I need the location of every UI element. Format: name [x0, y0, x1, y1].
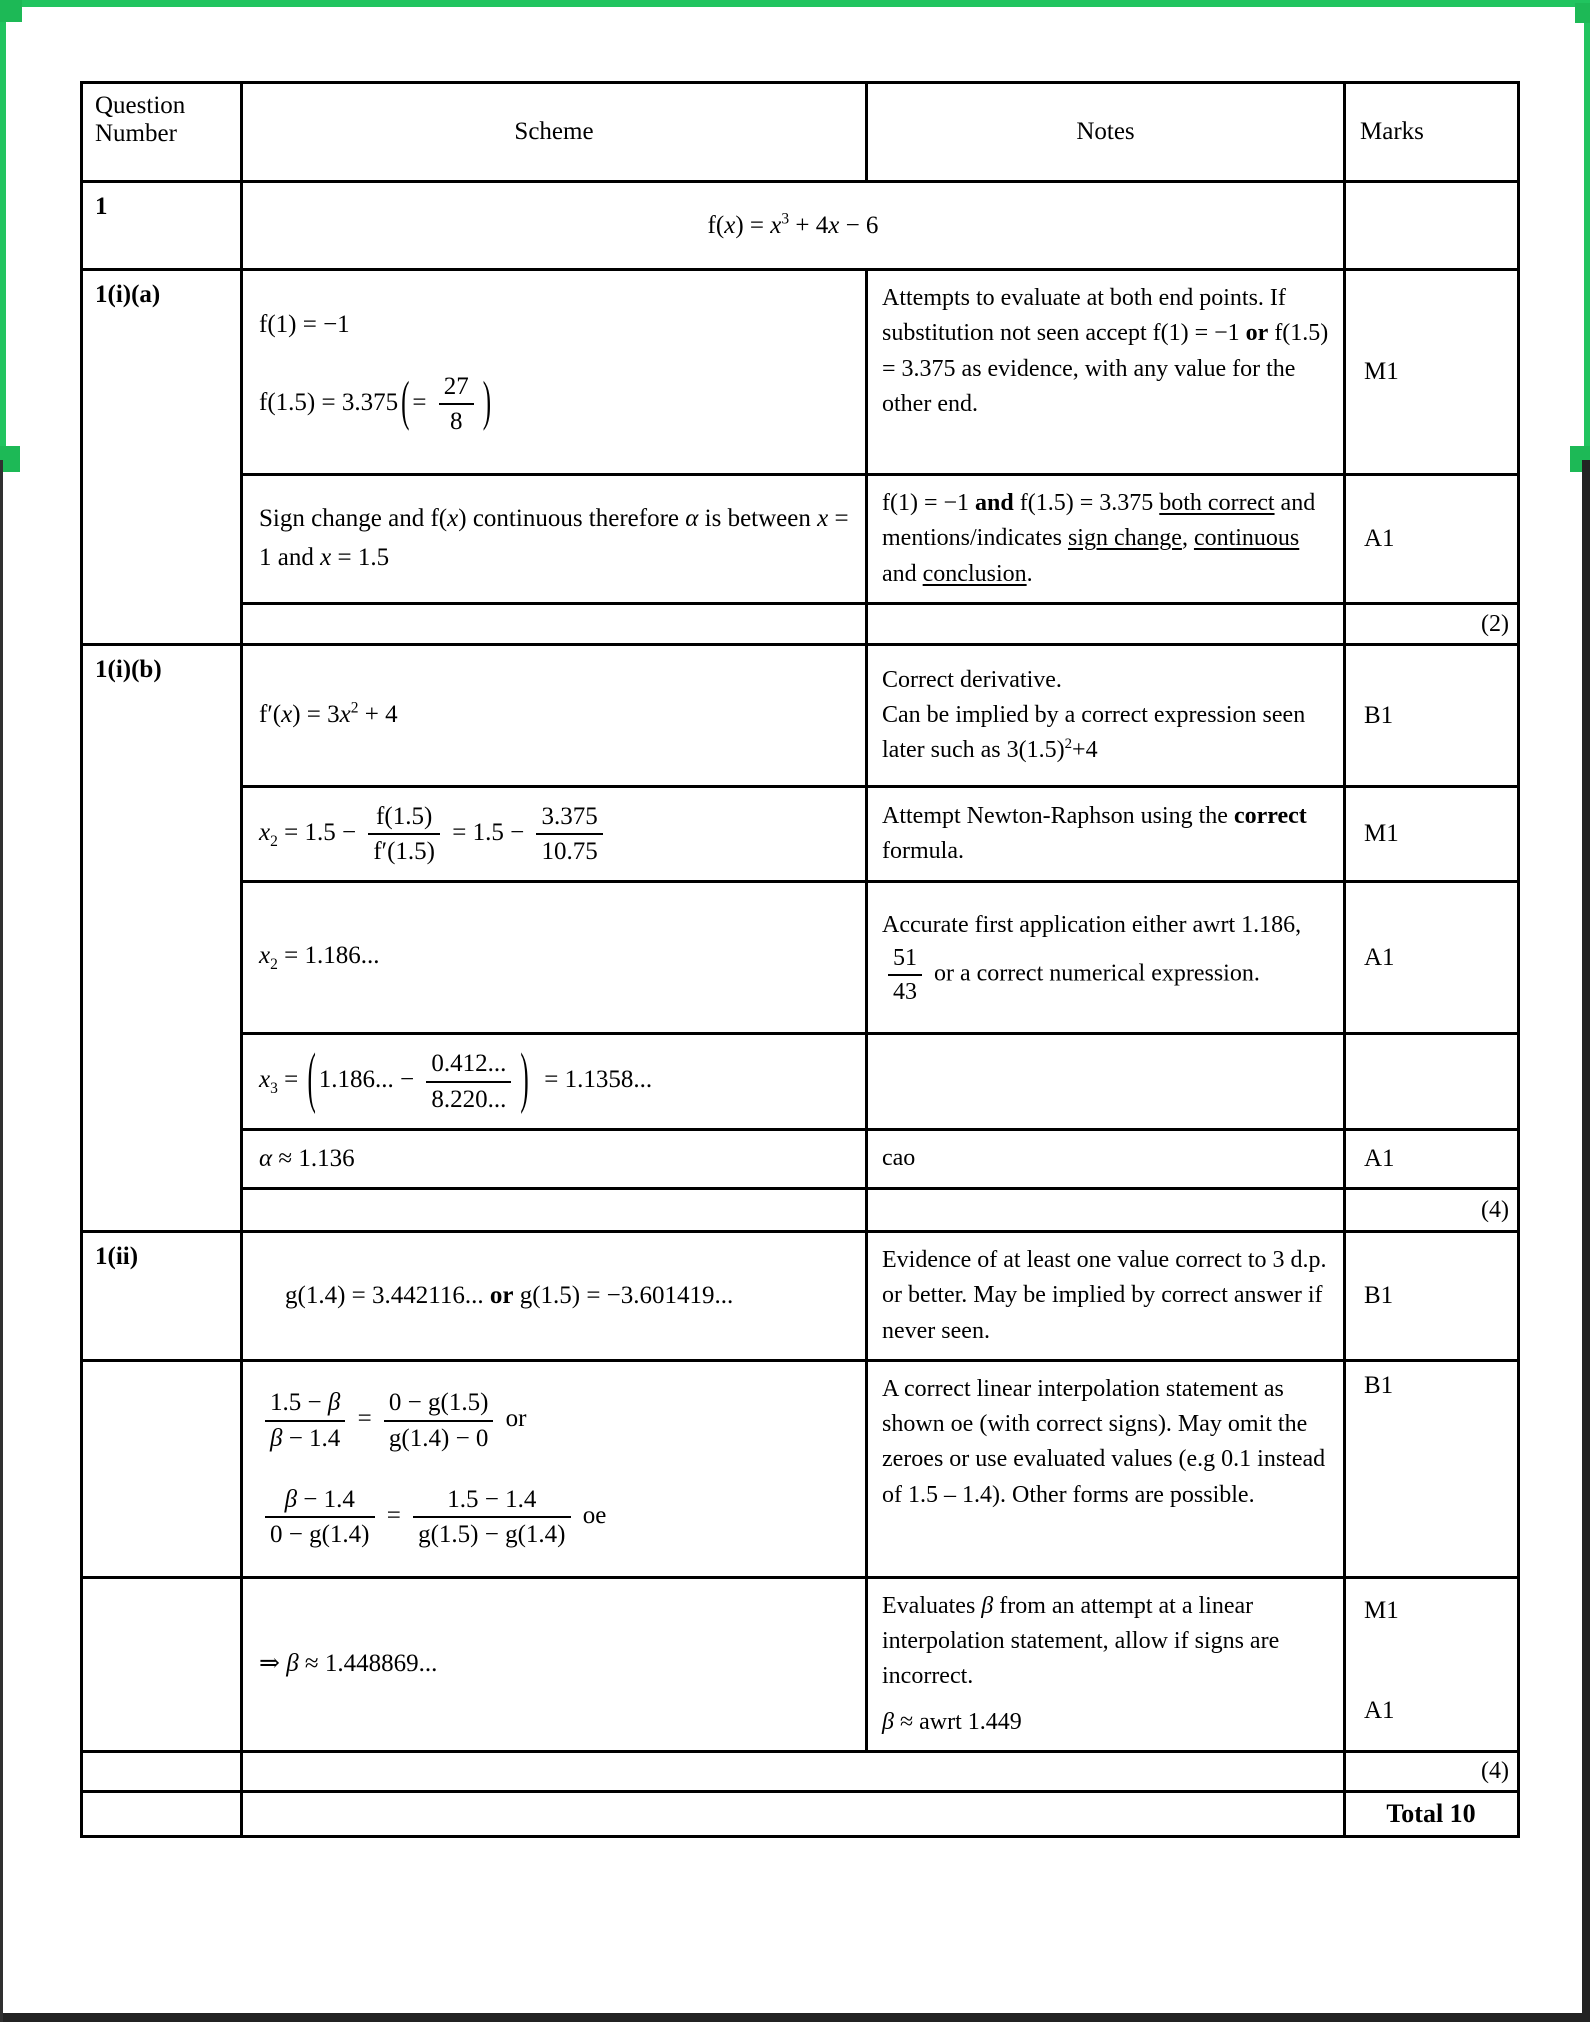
- cell-scheme-1ia-a1: Sign change and f(x) continuous therefore α is between x = 1 and x = 1.5: [242, 475, 867, 604]
- table-row: [82, 475, 1519, 604]
- cell-scheme-1ib-m1: $x_2 = 1.5$ − $\frac{f(1.5)}{f'(1.5)}$ = 1.5 − $\frac{3.375}{10.75}$: [242, 787, 867, 882]
- cell-subtotal-1ii: (4): [1345, 1751, 1519, 1791]
- formula-interpolation-2: $\frac{\beta - 1.4}{0 - g(1.4)}$ = $\frac{1.5 - 1.4}{g(1.5) - g(1.4)}$ oe: [259, 1484, 606, 1551]
- table-row: [82, 1189, 1519, 1232]
- mark-m1: M1: [1364, 1596, 1399, 1624]
- cell-notes-1ia-m1: Attempts to evaluate at both end points. If substitution not seen accept f(1) = −1 or f(1.5) = 3.375 as evidence, with any value for the other end.: [867, 270, 1345, 475]
- header-marks: Marks: [1345, 83, 1519, 182]
- header-scheme: Scheme: [242, 83, 867, 182]
- formula-interpolation-1: $\frac{1.5 - \beta}{\beta - 1.4}$ = $\frac{0 - g(1.5)}{g(1.4) - 0}$ or: [259, 1387, 527, 1454]
- table-row: [82, 270, 1519, 475]
- cell-scheme-empty: [242, 604, 867, 645]
- cell-question-number-empty: [82, 1791, 242, 1836]
- cell-subtotal-1ia: (2): [1345, 604, 1519, 645]
- page-edge-left: [0, 460, 3, 2022]
- cell-scheme-notes-empty: [242, 1791, 1345, 1836]
- cell-marks-1ib-m1: M1: [1345, 787, 1519, 882]
- formula-f1: f(1) = −1: [259, 311, 350, 339]
- table-row: [82, 1360, 1519, 1577]
- header-question-number: Question Number: [82, 83, 242, 182]
- page-edge-right: [1582, 460, 1590, 2022]
- selection-handle-left[interactable]: [0, 446, 20, 472]
- table-row: [82, 1034, 1519, 1130]
- cell-subtotal-1ib: (4): [1345, 1189, 1519, 1232]
- cell-question-number-empty: [82, 1360, 242, 1577]
- selection-right-edge: [1584, 0, 1590, 462]
- cell-scheme-1ib-x3: $x_3$ = ( 1.186... − $\frac{0.412...}{8.220...}$ ) = 1.1358...: [242, 1034, 867, 1130]
- cell-question-number-1ib: 1(i)(b): [82, 645, 242, 1232]
- table-row: [82, 787, 1519, 882]
- cell-marks-1ia-m1: M1: [1345, 270, 1519, 475]
- cell-scheme-1ia-m1: [242, 270, 867, 475]
- cell-marks-1ii-interpolation: B1: [1345, 1360, 1519, 1577]
- cell-question-number-1ii: 1(ii): [82, 1232, 242, 1361]
- cell-question-number-1ia: 1(i)(a): [82, 270, 242, 645]
- header-notes: Notes: [867, 83, 1345, 182]
- table-row: [82, 182, 1519, 270]
- notes-beta-line1: Evaluates β from an attempt at a linear interpolation statement, allow if signs are incorrect.: [882, 1592, 1280, 1690]
- mark-scheme-table: [80, 81, 1520, 1838]
- cell-scheme-notes-empty: [242, 1751, 1345, 1791]
- cell-function-definition: $f(x) = x^3 + 4x - 6$: [242, 182, 1345, 270]
- cell-marks-1ia-a1: A1: [1345, 475, 1519, 604]
- cell-notes-1ii-interpolation: A correct linear interpolation statement as shown oe (with correct signs). May omit the zeroes or use evaluated values (e.g 0.1 instead of 1.5 – 1.4). Other forms are possible.: [867, 1360, 1345, 1577]
- table-row: [82, 1577, 1519, 1751]
- cell-scheme-1ib-b1: $f'(x) = 3x^2 + 4$: [242, 645, 867, 787]
- selection-top-edge: [0, 0, 1590, 7]
- cell-scheme-1ib-a1: $x_2 = 1.186$...: [242, 882, 867, 1034]
- cell-notes-1ib-b1: Correct derivative. Can be implied by a correct expression seen later such as $3(1.5)^2+4$: [867, 645, 1345, 787]
- cell-marks-1ib-a1: A1: [1345, 882, 1519, 1034]
- cell-marks-empty: [1345, 182, 1519, 270]
- cell-notes-1ib-m1: Attempt Newton-Raphson using the correct formula.: [867, 787, 1345, 882]
- cell-notes-1ib-cao: cao: [867, 1130, 1345, 1189]
- cell-marks-1ii-b1: B1: [1345, 1232, 1519, 1361]
- cell-marks-empty: [1345, 1034, 1519, 1130]
- cell-scheme-1ii-interpolation: [242, 1360, 867, 1577]
- selection-handle-top-left[interactable]: [0, 0, 22, 22]
- cell-total-marks: Total 10: [1345, 1791, 1519, 1836]
- table-row: [82, 1232, 1519, 1361]
- cell-question-number-empty: [82, 1577, 242, 1751]
- table-row: [82, 604, 1519, 645]
- cell-notes-empty: [867, 1034, 1345, 1130]
- cell-notes-empty: [867, 604, 1345, 645]
- cell-question-number-empty: [82, 1751, 242, 1791]
- cell-question-number-1: 1: [82, 182, 242, 270]
- mark-a1: A1: [1364, 1696, 1395, 1724]
- cell-notes-1ii-beta: [867, 1577, 1345, 1751]
- formula-f1-5: f(1.5) = 3.375 ( = $\frac{27}{8}$ ): [259, 372, 492, 436]
- cell-notes-1ia-a1: f(1) = −1 and f(1.5) = 3.375 both correct and mentions/indicates sign change, continuous and conclusion.: [867, 475, 1345, 604]
- table-row: [82, 645, 1519, 787]
- cell-marks-1ib-b1: B1: [1345, 645, 1519, 787]
- cell-marks-1ii-beta: [1345, 1577, 1519, 1751]
- cell-notes-1ib-a1: Accurate first application either awrt 1.186, $\frac{51}{43}$ or a correct numerical expression.: [867, 882, 1345, 1034]
- selection-handle-top-right[interactable]: [1575, 3, 1590, 23]
- selection-left-edge: [0, 0, 6, 462]
- page-edge-bottom: [0, 2013, 1590, 2022]
- cell-scheme-1ii-beta: ⇒ β ≈ 1.448869...: [242, 1577, 867, 1751]
- cell-scheme-1ib-cao: α ≈ 1.136: [242, 1130, 867, 1189]
- cell-notes-empty: [867, 1189, 1345, 1232]
- cell-scheme-empty: [242, 1189, 867, 1232]
- table-row: [82, 1751, 1519, 1791]
- table-row: [82, 882, 1519, 1034]
- table-header-row: [82, 83, 1519, 182]
- table-row: [82, 1130, 1519, 1189]
- cell-marks-1ib-cao: A1: [1345, 1130, 1519, 1189]
- cell-scheme-1ii-b1: g(1.4) = 3.442116... or g(1.5) = −3.601419...: [242, 1232, 867, 1361]
- cell-notes-1ii-b1: Evidence of at least one value correct to 3 d.p. or better. May be implied by correct answer if never seen.: [867, 1232, 1345, 1361]
- notes-beta-line2: β ≈ awrt 1.449: [882, 1708, 1022, 1735]
- table-row: [82, 1791, 1519, 1836]
